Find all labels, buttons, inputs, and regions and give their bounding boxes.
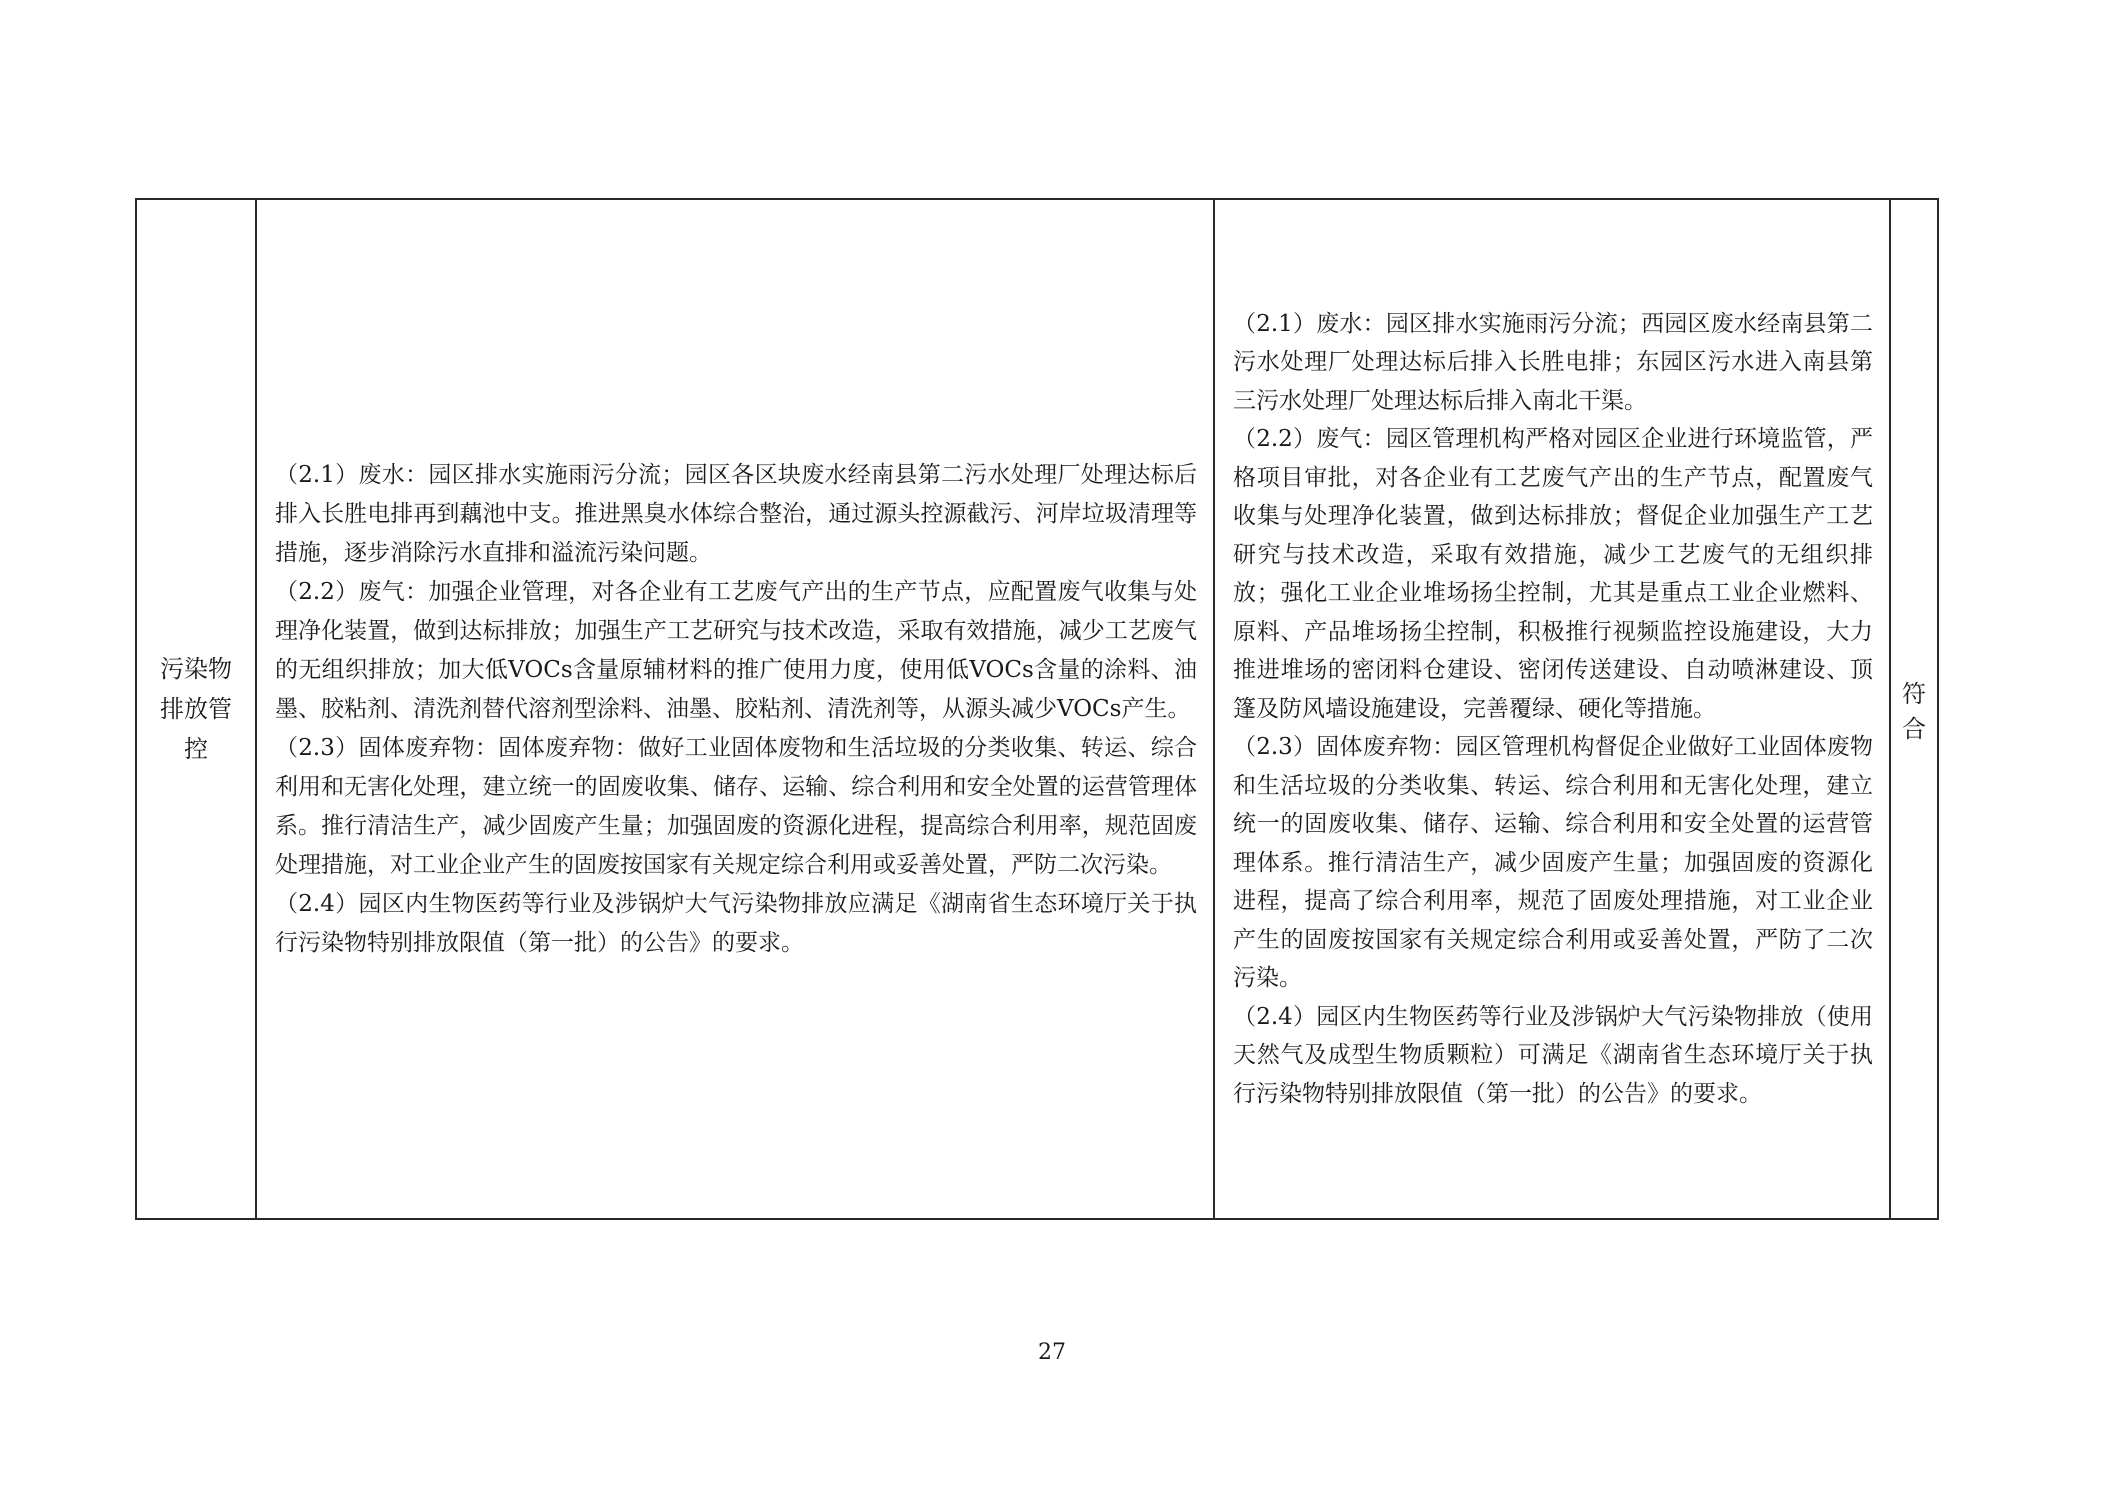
- result-cell: [1890, 199, 1938, 1219]
- requirement-solid-waste: （2.3）固体废弃物：固体废弃物：做好工业固体废物和生活垃圾的分类收集、转运、综合利用和无害化处理，建立统一的固废收集、储存、运输、综合利用和安全处置的运营管理体系。推行清洁生产，减少固废产生量；加强固废的资源化进程，提高综合利用率，规范固废处理措施，对工业企业产生的固废按国家有关规定综合利用或妥善处置，严防二次污染。: [275, 734, 1197, 878]
- requirement-wastewater: （2.1）废水：园区排水实施雨污分流；园区各区块废水经南县第二污水处理厂处理达标后排入长胜电排再到藕池中支。推进黑臭水体综合整治，通过源头控源截污、河岸垃圾清理等措施，逐步消除污水直排和溢流污染问题。: [275, 461, 1197, 566]
- compliance-table: [135, 198, 1939, 1220]
- status-exhaust-gas: （2.2）废气：园区管理机构严格对园区企业进行环境监管，严格项目审批，对各企业有工艺废气产出的生产节点，配置废气收集与处理净化装置，做到达标排放；督促企业加强生产工艺研究与技术改造，采取有效措施，减少工艺废气的无组织排放；强化工业企业堆场扬尘控制，尤其是重点工业企业燃料、原料、产品堆场扬尘控制，积极推行视频监控设施建设，大力推进堆场的密闭料仓建设、密闭传送建设、自动喷淋建设、顶篷及防风墙设施建设，完善覆绿、硬化等措施。: [1233, 426, 1873, 722]
- category-cell: [136, 199, 256, 1219]
- status-emission-limits: （2.4）园区内生物医药等行业及涉锅炉大气污染物排放（使用天然气及成型生物质颗粒）可满足《湖南省生态环境厅关于执行污染物特别排放限值（第一批）的公告》的要求。: [1233, 1003, 1873, 1107]
- category-label: 污染物排放管控: [160, 655, 232, 763]
- requirements-cell: [256, 199, 1214, 1219]
- status-solid-waste: （2.3）固体废弃物：园区管理机构督促企业做好工业固体废物和生活垃圾的分类收集、转运、综合利用和无害化处理，建立统一的固废收集、储存、运输、综合利用和安全处置的运营管理体系。推行清洁生产，减少固废产生量；加强固废的资源化进程，提高了综合利用率，规范了固废处理措施，对工业企业产生的固废按国家有关规定综合利用或妥善处置，严防了二次污染。: [1233, 734, 1873, 992]
- requirement-emission-limits: （2.4）园区内生物医药等行业及涉锅炉大气污染物排放应满足《湖南省生态环境厅关于执行污染物特别排放限值（第一批）的公告》的要求。: [275, 890, 1197, 956]
- page-number: 27: [1038, 1340, 1066, 1365]
- status-cell: [1214, 199, 1890, 1219]
- status-wastewater: （2.1）废水：园区排水实施雨污分流；西园区废水经南县第二污水处理厂处理达标后排入长胜电排；东园区污水进入南县第三污水处理厂处理达标后排入南北干渠。: [1233, 310, 1873, 414]
- compliance-result: 符合: [1902, 680, 1926, 743]
- table-row: [136, 199, 1938, 1219]
- requirement-exhaust-gas: （2.2）废气：加强企业管理，对各企业有工艺废气产出的生产节点，应配置废气收集与处理净化装置，做到达标排放；加强生产工艺研究与技术改造，采取有效措施，减少工艺废气的无组织排放；加大低VOCs含量原辅材料的推广使用力度，使用低VOCs含量的涂料、油墨、胶粘剂、清洗剂替代溶剂型涂料、油墨、胶粘剂、清洗剂等，从源头减少VOCs产生。: [275, 578, 1197, 722]
